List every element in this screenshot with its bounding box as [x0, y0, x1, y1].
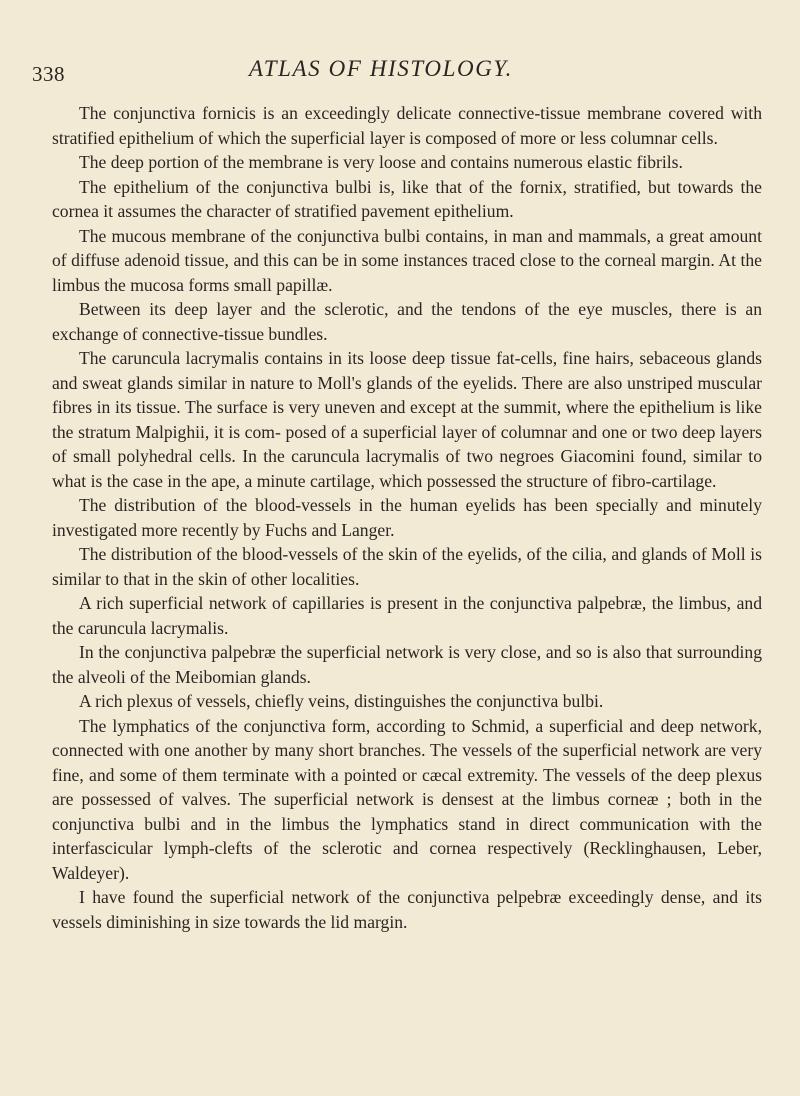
paragraph: In the conjunctiva palpebræ the superficial network is very close, and so is also that surrounding the alveoli of the Meibomian glands.	[52, 642, 762, 687]
paragraph: The distribution of the blood-vessels of the skin of the eyelids, of the cilia, and glands of Moll is similar to that in the skin of other localities.	[52, 544, 762, 589]
paragraph: The distribution of the blood-vessels in the human eyelids has been specially and minutely investigated more recently by Fuchs and Langer.	[52, 495, 762, 540]
body-text	[52, 101, 762, 934]
paragraph: A rich plexus of vessels, chiefly veins, distinguishes the conjunctiva bulbi.	[79, 691, 604, 711]
paragraph: A rich superficial network of capillaries is present in the conjunctiva palpebræ, the limbus, and the caruncula lacrymalis.	[52, 593, 762, 638]
paragraph: The mucous membrane of the conjunctiva bulbi contains, in man and mammals, a great amount of diffuse adenoid tissue, and this can be in some instances traced close to the corneal margin. At the limbus the mucosa forms small papillæ.	[52, 225, 762, 295]
paragraph: The lymphatics of the conjunctiva form, according to Schmid, a superficial and deep network, connected with one another by many short branches. The vessels of the superficial network are very fine, and some of them terminate with a pointed or cæcal extremity. The vessels of the deep plexus are possessed of valves. The superficial network is densest at the limbus corneæ ; both in the conjunctiva bulbi and in the limbus the lymphatics stand in direct communication with the interfascicular lymph-clefts of the sclerotic and cornea respectively (Recklinghausen, Leber, Waldeyer).	[52, 715, 762, 883]
paragraph: The deep portion of the membrane is very loose and contains numerous elastic fibrils.	[79, 152, 683, 172]
paragraph: Between its deep layer and the sclerotic, and the tendons of the eye muscles, there is an exchange of connective-tissue bundles.	[52, 299, 762, 344]
paragraph: The conjunctiva fornicis is an exceedingly delicate connective-tissue membrane covered with stratified epithelium of which the superficial layer is composed of more or less columnar cells.	[52, 103, 762, 148]
page-number: 338	[32, 62, 65, 86]
paragraph: The epithelium of the conjunctiva bulbi is, like that of the fornix, stratified, but towards the cornea it assumes the character of stratified pavement epithelium.	[52, 176, 762, 221]
page-header	[32, 56, 700, 88]
paragraph: I have found the superficial network of the conjunctiva pelpebræ exceedingly dense, and its vessels diminishing in size towards the lid margin.	[52, 887, 762, 932]
running-title: ATLAS OF HISTOLOGY.	[248, 56, 514, 81]
paragraph: The caruncula lacrymalis contains in its loose deep tissue fat-cells, fine hairs, sebaceous glands and sweat glands similar in nature to Moll's glands of the eyelids. There are also unstriped muscular fibres in its tissue. The surface is very uneven and except at the summit, where the epithelium is like the stratum Malpighii, it is com- posed of a superficial layer of columnar and one or two deep layers of small polyhedral cells. In the caruncula lacrymalis of two negroes Giacomini found, similar to what is the case in the ape, a minute cartilage, which possessed the structure of fibro-cartilage.	[52, 348, 762, 491]
